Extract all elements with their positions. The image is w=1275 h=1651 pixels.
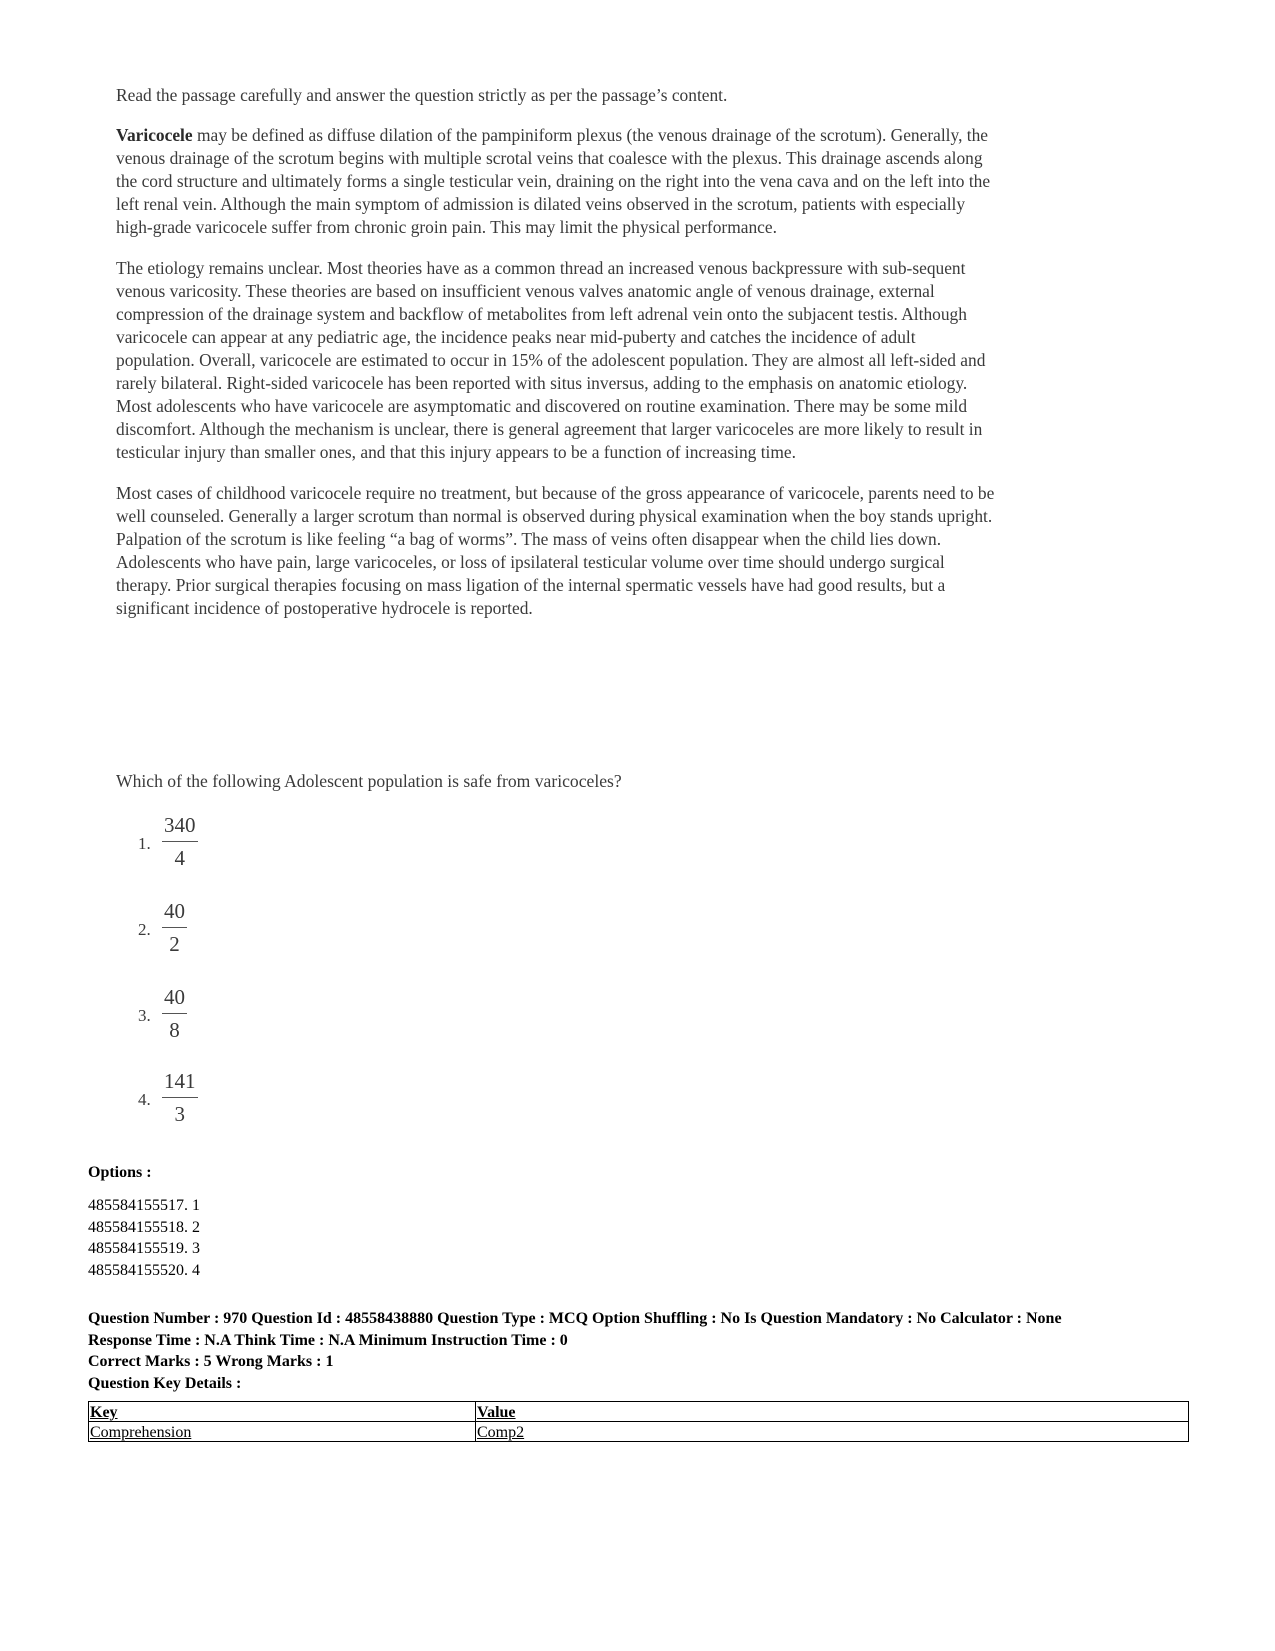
table-cell-value: Comp2 [476,1422,1189,1442]
option-item: 485584155517. 1 [88,1197,200,1214]
choice-label: 2. [138,919,151,939]
options-list [88,1195,200,1281]
passage-paragraph-1-text: may be defined as diffuse dilation of the pampiniform plexus (the venous drainage of the scrotum). Generally, the venous drainage of the scrotum begins with multiple scrotal veins that coalesce with the plexus. This drainage ascends along the cord structure and ultimately forms a single testicular vein, draining on the right into the vena cava and on the left into the left renal vein. Although the main symptom of admission is dilated veins observed in the scrotum, patients with especially high-grade varicocele suffer from chronic groin pain. This may limit the physical performance. [116,125,991,237]
option-item: 485584155518. 2 [88,1218,200,1236]
denominator: 8 [169,1018,180,1042]
passage-paragraph-2: The etiology remains unclear. Most theories have as a common thread an increased venous backpressure with sub-sequent venous varicosity. These theories are based on insufficient venous valves anatomic angle of venous drainage, external compression of the drainage system and backflow of metabolites from left adrenal vein onto the subjacent testis. Although varicocele can appear at any pediatric age, the incidence peaks near mid-puberty and catches the incidence of adult population. Overall, varicocele are estimated to occur in 15% of the adolescent population. They are almost all left-sided and rarely bilateral. Right-sided varicocele has been reported with situs inversus, adding to the emphasis on anatomic etiology. Most adolescents who have varicocele are asymptomatic and discovered on routine examination. There may be some mild discomfort. Although the mechanism is unclear, there is general agreement that larger varicoceles are more likely to result in testicular injury than smaller ones, and that this injury appears to be a function of increasing time. [116,258,986,462]
numerator: 40 [164,899,185,923]
table-row [89,1422,1189,1442]
option-item: 485584155519. 3 [88,1240,200,1257]
fraction-bar [162,927,187,928]
numerator: 141 [164,1069,196,1093]
choice-2 [138,898,187,957]
passage-instruction: Read the passage carefully and answer the question strictly as per the passage’s content. [116,85,728,105]
choice-label: 3. [138,1005,151,1025]
fraction-bar [162,841,198,842]
metadata-line-4: Question Key Details : [88,1374,242,1392]
denominator: 2 [169,932,180,956]
option-item: 485584155520. 4 [88,1261,200,1279]
metadata-line-1: Question Number : 970 Question Id : 48558438880 Question Type : MCQ Option Shuffling : No Is Question Mandatory : No Calculator : None [88,1310,1062,1327]
question-key-table [88,1401,1189,1442]
denominator: 3 [174,1102,185,1126]
options-heading: Options : [88,1164,152,1181]
numerator: 40 [164,985,185,1009]
metadata-line-3: Correct Marks : 5 Wrong Marks : 1 [88,1353,334,1371]
fraction [162,898,187,957]
table-header-value: Value [476,1402,1189,1422]
passage-paragraph-1 [116,124,996,239]
passage-block [116,84,996,638]
table-header-key: Key [89,1402,476,1422]
choice-4 [138,1068,198,1127]
denominator: 4 [174,846,185,870]
fraction-bar [162,1097,198,1098]
table-cell-key: Comprehension [89,1422,476,1442]
question-text: Which of the following Adolescent population is safe from varicoceles? [116,771,622,791]
passage-paragraph-3: Most cases of childhood varicocele require no treatment, but because of the gross appearance of varicocele, parents need to be well counseled. Generally a larger scrotum than normal is observed during physical examination when the boy stands upright. Palpation of the scrotum is like feeling “a bag of worms”. The mass of veins often disappear when the child lies down. Adolescents who have pain, large varicoceles, or loss of ipsilateral testicular volume over time should undergo surgical therapy. Prior surgical therapies focusing on mass ligation of the internal spermatic vessels have had good results, but a significant incidence of postoperative hydrocele is reported. [116,483,995,618]
passage-term: Varicocele [116,125,193,145]
choice-label: 4. [138,1089,151,1109]
choice-3 [138,984,187,1043]
choice-label: 1. [138,833,151,853]
numerator: 340 [164,813,196,837]
question-metadata [88,1308,1198,1394]
fraction-bar [162,1013,187,1014]
choice-1 [138,812,198,871]
table-header-row [89,1402,1189,1422]
fraction [162,984,187,1043]
fraction [162,1068,198,1127]
metadata-line-2: Response Time : N.A Think Time : N.A Minimum Instruction Time : 0 [88,1331,568,1349]
fraction [162,812,198,871]
